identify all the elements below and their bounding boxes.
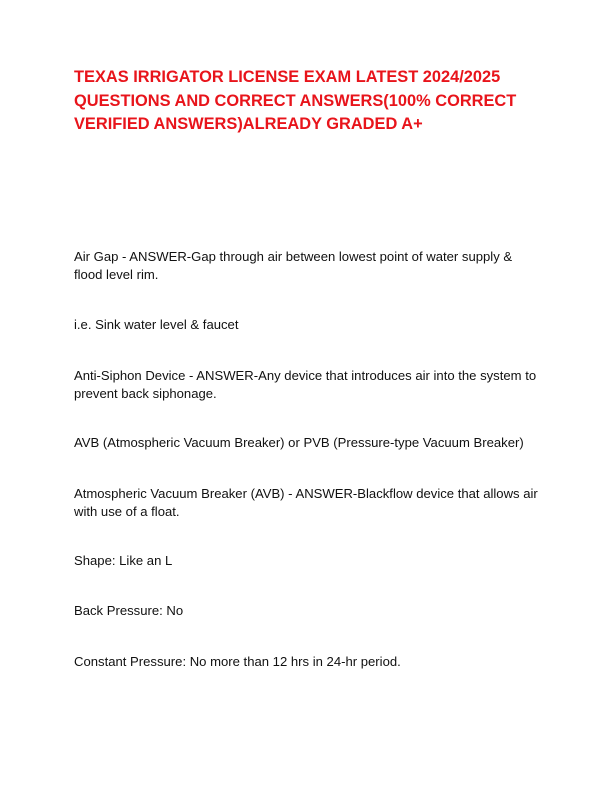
paragraph-line: Back Pressure: No [74,603,184,618]
paragraph-line: i.e. Sink water level & faucet [74,317,239,332]
paragraph-air-gap [74,248,544,284]
paragraph-constant-pressure [74,653,544,671]
title-line: VERIFIED ANSWERS)ALREADY GRADED A+ [74,115,423,133]
document-title [74,66,544,137]
title-line: QUESTIONS AND CORRECT ANSWERS(100% CORRECT [74,91,517,110]
paragraph-line: flood level rim. [74,267,159,282]
paragraph-line: AVB (Atmospheric Vacuum Breaker) or PVB (Pressure-type Vacuum Breaker) [74,435,524,450]
paragraph-anti-siphon-device [74,367,544,403]
paragraph-line: Atmospheric Vacuum Breaker (AVB) - ANSWER-Blackflow device that allows air [74,486,538,501]
paragraph-line: Constant Pressure: No more than 12 hrs in 24-hr period. [74,654,401,669]
paragraph-atmospheric-vacuum-breaker [74,485,544,521]
paragraph-line: Anti-Siphon Device - ANSWER-Any device that introduces air into the system to [74,368,537,383]
paragraph-avb-pvb [74,434,544,452]
paragraph-line: Shape: Like an L [74,553,173,568]
paragraph-line: with use of a float. [74,504,180,519]
paragraph-sink-example [74,316,544,334]
paragraph-shape [74,552,544,570]
paragraph-back-pressure [74,602,544,620]
paragraph-line: Air Gap - ANSWER-Gap through air between lowest point of water supply & [74,249,513,264]
paragraph-line: prevent back siphonage. [74,386,217,401]
title-line: TEXAS IRRIGATOR LICENSE EXAM LATEST 2024/2025 [74,68,501,86]
